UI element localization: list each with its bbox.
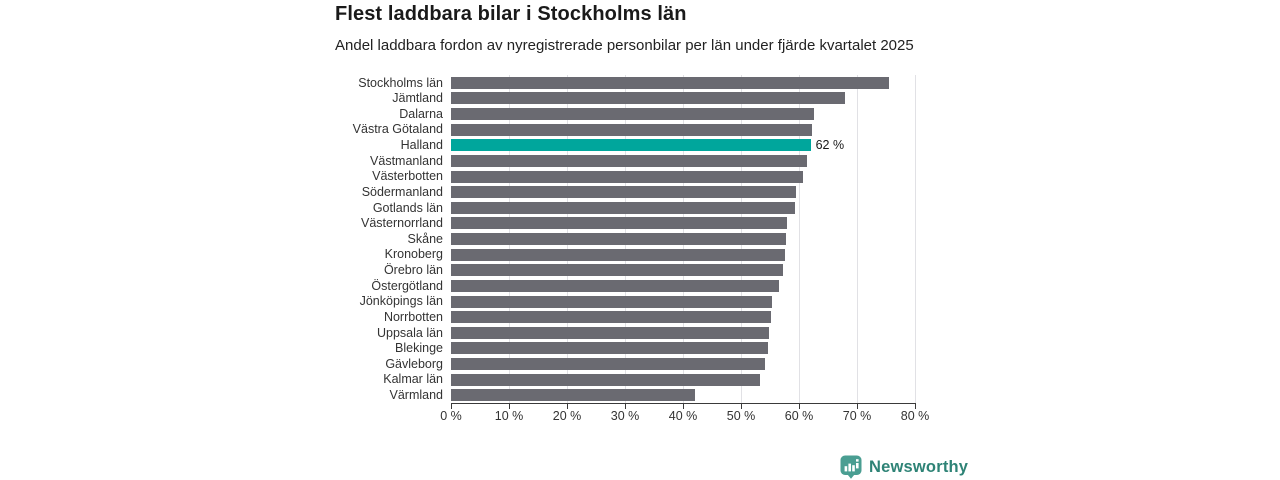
chart-subtitle: Andel laddbara fordon av nyregistrerade personbilar per län under fjärde kvartalet 2025 <box>335 37 914 54</box>
bar-row <box>451 294 915 310</box>
bar <box>451 342 768 354</box>
x-axis-tick-label: 80 % <box>900 409 930 423</box>
bar-row <box>451 122 915 138</box>
category-label: Uppsala län <box>376 325 443 340</box>
category-label: Halland <box>400 138 443 153</box>
bars-container <box>451 75 915 403</box>
x-axis-tick-label: 70 % <box>842 409 872 423</box>
x-axis-tick-labels <box>440 409 930 425</box>
bar <box>451 374 760 386</box>
bar <box>451 171 803 183</box>
bar-row <box>451 341 915 357</box>
x-axis-tick-label: 10 % <box>494 409 524 423</box>
bar <box>451 202 795 214</box>
bar <box>451 108 814 120</box>
bar-row <box>451 372 915 388</box>
category-label: Västra Götaland <box>352 122 443 137</box>
brand-name: Newsworthy <box>869 457 969 476</box>
category-label: Västerbotten <box>372 169 443 184</box>
category-label: Jönköpings län <box>359 294 443 309</box>
bar-row <box>451 263 915 279</box>
category-label: Södermanland <box>361 184 443 199</box>
bar-row <box>451 278 915 294</box>
x-axis-tick-label: 50 % <box>726 409 756 423</box>
bar-row <box>451 388 915 404</box>
bar-row <box>451 247 915 263</box>
bar <box>451 217 787 229</box>
bar-row <box>451 153 915 169</box>
x-axis-tick-label: 20 % <box>552 409 582 423</box>
x-axis-tick-label: 60 % <box>784 409 814 423</box>
chart-title: Flest laddbara bilar i Stockholms län <box>335 3 687 25</box>
bar-row <box>451 356 915 372</box>
category-label: Värmland <box>389 388 443 403</box>
bar <box>451 327 769 339</box>
category-label: Blekinge <box>395 341 443 356</box>
bar-highlighted <box>451 139 811 151</box>
bar <box>451 280 779 292</box>
x-axis-tick-label: 30 % <box>610 409 640 423</box>
bar-row <box>451 169 915 185</box>
bar-row <box>451 200 915 216</box>
bar-row <box>451 309 915 325</box>
plot-area <box>451 75 915 403</box>
category-label: Stockholms län <box>358 75 443 90</box>
bar <box>451 249 785 261</box>
category-label: Västmanland <box>370 153 443 168</box>
highlight-value-label: 62 % <box>815 138 845 153</box>
bar <box>451 92 845 104</box>
gridline-80 <box>915 75 916 403</box>
y-axis-category-labels <box>320 75 443 403</box>
bar <box>451 186 796 198</box>
category-label: Norrbotten <box>383 309 443 324</box>
category-label: Skåne <box>407 231 443 246</box>
bar <box>451 296 772 308</box>
category-label: Gotlands län <box>372 200 443 215</box>
bar-row <box>451 231 915 247</box>
bar-row <box>451 75 915 91</box>
category-label: Dalarna <box>399 106 443 121</box>
category-label: Jämtland <box>392 91 443 106</box>
bar <box>451 311 771 323</box>
category-label: Gävleborg <box>385 356 443 371</box>
x-axis-tick-label: 0 % <box>440 409 462 423</box>
bar-row <box>451 138 915 154</box>
bar <box>451 155 807 167</box>
brand-logo[interactable] <box>840 455 968 479</box>
bar <box>451 233 786 245</box>
bar-row <box>451 106 915 122</box>
category-label: Östergötland <box>371 278 443 293</box>
bar-row <box>451 91 915 107</box>
category-label: Örebro län <box>383 263 443 278</box>
category-label: Västernorrland <box>361 216 443 231</box>
bar <box>451 77 889 89</box>
category-label: Kalmar län <box>383 372 443 387</box>
newsworthy-logo-icon <box>840 455 862 479</box>
x-axis-tick-label: 40 % <box>668 409 698 423</box>
bar <box>451 264 783 276</box>
bar <box>451 124 812 136</box>
bar-row <box>451 216 915 232</box>
bar-row <box>451 184 915 200</box>
bar-row <box>451 325 915 341</box>
bar <box>451 358 765 370</box>
bar <box>451 389 695 401</box>
category-label: Kronoberg <box>384 247 443 262</box>
